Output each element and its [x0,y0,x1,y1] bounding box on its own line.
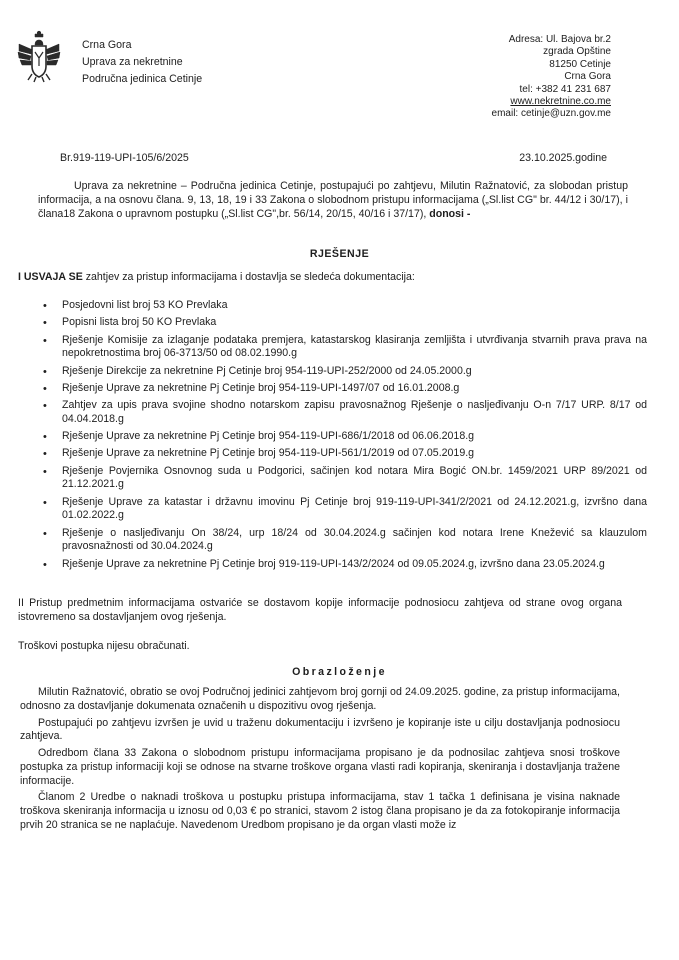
address-phone: tel: +382 41 231 687 [519,83,611,95]
reasoning-title: Obrazloženje [292,666,387,678]
address-building: zgrada Opštine [543,46,611,58]
reasoning-paragraph: Odredbom člana 33 Zakona o slobodnom pristupu informacijama propisano je da podnosilac zahtjeva snosi troškove postupka za pristup informaciji koji se odnose na stvarne troškove organa vlasti radi kopiranja, skeniranja i dostavljanja tražene informacije. [20,747,620,787]
document-item: • Rješenje Povjernika Osnovnog suda u Podgorici, sačinjen kod notara Mira Bogić ON.br. 1459/2021 URP 89/2021 od 21.12.2021.g [62,465,647,493]
reasoning-paragraph: Milutin Ražnatović, obratio se ovoj Područnoj jedinici zahtjevom broj gornji od 24.09.2025. godine, za pristup informacijama, odnosno za dostavljanje dokumenata označenih u dispozitivu ovog rješenja. [20,686,620,712]
document-item: • Rješenje Uprave za nekretnine Pj Cetinje broj 919-119-UPI-143/2/2024 od 09.05.2024.g, izvršno dana 23.05.2024.g [62,558,647,572]
address-street: Adresa: Ul. Bajova br.2 [508,34,611,45]
intro-paragraph [38,180,628,221]
document-item: • Rješenje Uprave za nekretnine Pj Cetinje broj 954-119-UPI-686/1/2018 od 06.06.2018.g [62,430,647,444]
section-1-heading [18,271,415,285]
document-item: • Rješenje Uprave za nekretnine Pj Cetinje broj 954-119-UPI-561/1/2019 od 07.05.2019.g [62,447,647,461]
document-item: • Posjedovni list broj 53 KO Prevlaka [62,299,647,313]
coat-of-arms-icon [16,30,62,84]
document-item: • Rješenje Uprave za katastar i državnu imovinu Pj Cetinje broj 919-119-UPI-341/2/2021 od 24.12.2021.g, izvršno dana 01.02.2022.g [62,496,647,524]
org-unit: Područna jedinica Cetinje [82,73,203,85]
address-city: 81250 Cetinje [549,58,611,70]
org-agency: Uprava za nekretnine [82,56,183,68]
decision-title: RJEŠENJE [309,248,370,260]
document-item: • Rješenje Uprave za nekretnine Pj Cetinje broj 954-119-UPI-1497/07 od 16.01.2008.g [62,382,647,396]
section-2-paragraph: II Pristup predmetnim informacijama ostvariće se dostavom kopije informacije podnosiocu zahtjeva od strane ovog organa istovremeno sa dostavljanjem ovog rješenja. [18,597,622,623]
reasoning-paragraph: Članom 2 Uredbe o naknadi troškova u postupku pristupa informacijama, stav 1 tačka 1 definisana je visina naknade troškova skeniranja informacija u iznosu od 0,03 € po stranici, stavom 2 istog člana propisano je da za fotokopiranje informacija prvih 20 stranica se ne naplaćuje. Navedenom Uredbom propisano je da organ vlasti može iz [20,791,620,831]
email-address: email: cetinje@uzn.gov.me [491,108,611,120]
section-1-text: zahtjev za pristup informacijama i dostavlja se sledeća dokumentacija: [85,271,415,283]
costs-statement: Troškovi postupka nijesu obračunati. [18,640,190,652]
website-link[interactable]: www.nekretnine.co.me [510,96,611,108]
document-item: • Rješenje o nasljeđivanju On 38/24, urp 18/24 od 30.04.2024.g sačinjen kod notara Irene Knežević sa klauzulom pravosnažnosti od 30.04.2024.g [62,527,647,555]
document-list [35,299,647,575]
address-country: Crna Gora [564,71,611,83]
document-item: • Rješenje Komisije za izlaganje podataka premjera, katastarskog klasiranja zemljišta i utvrđivanja stvarnih prava prava na nepokretnostima broj 06-3713/50 od 08.02.1990.g [62,334,647,362]
organization-block [82,37,202,88]
document-item: • Rješenje Direkcije za nekretnine Pj Cetinje broj 954-119-UPI-252/2000 od 24.05.2000.g [62,365,647,379]
address-block [492,34,611,121]
document-item: • Zahtjev za upis prava svojine shodno notarskom zapisu pravosnažnog Rješenje o nasljeđivanju O-n 7/17 URP. 8/17 od 04.04.2018.g [62,399,647,427]
reasoning-paragraph: Postupajući po zahtjevu izvršen je uvid u traženu dokumentaciju i izvršeno je kopiranje iste u cilju dostavljanja podnosiocu zahtjeva. [20,716,620,743]
intro-bold-tail: donosi - [429,207,471,220]
intro-text: Uprava za nekretnine – Područna jedinica Cetinje, postupajući po zahtjevu, Milutin Ražnatović, za slobodan pristup informacija, a na osnovu člana. 9, 13, 18, 19 i 33 Zakona o slobodnom pristupu informacijama („Sl.list CG" br. 44/12 i 30/17), i člana18 Zakona o upravnom postupku („Sl.list CG",br. 56/14, 20/15, 40/16 i 37/17), [38,180,628,220]
document-date: 23.10.2025.godine [519,152,607,164]
org-country: Crna Gora [82,39,132,51]
reasoning-body [20,686,620,836]
reference-number: Br.919-119-UPI-105/6/2025 [60,152,189,164]
document-item: • Popisni lista broj 50 KO Prevlaka [62,316,647,330]
section-1-bold: I USVAJA SE [18,271,83,283]
